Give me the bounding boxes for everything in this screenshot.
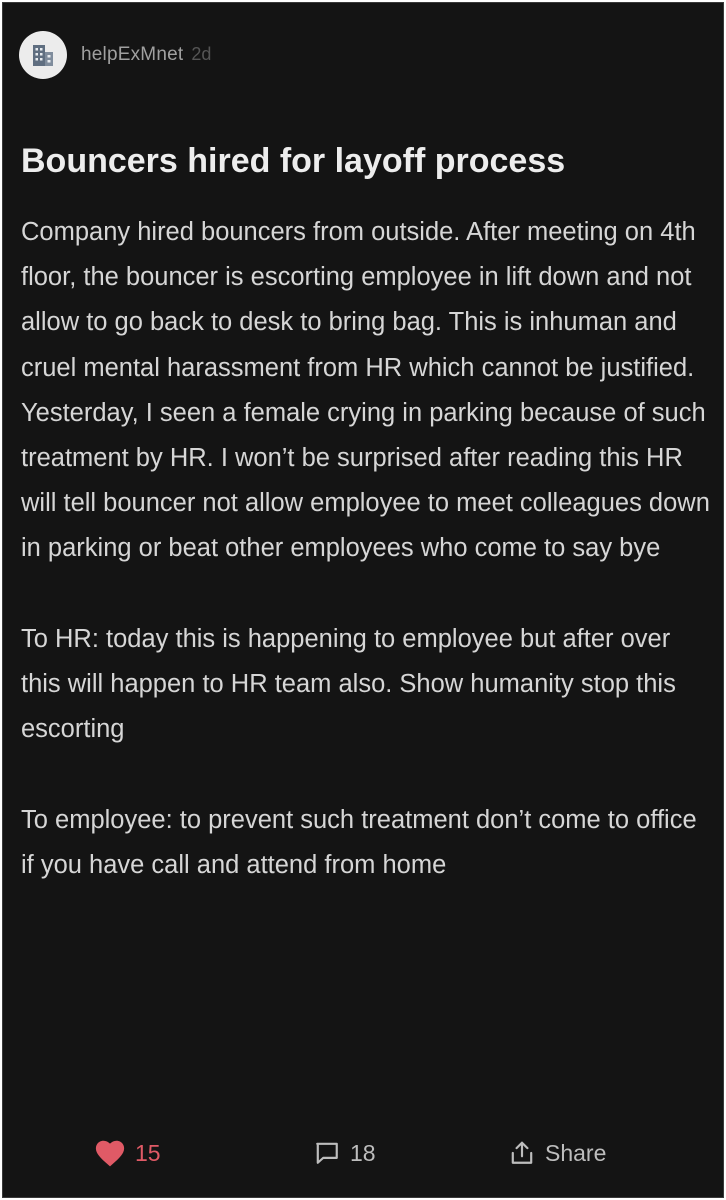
share-icon <box>509 1140 535 1166</box>
post-header <box>19 31 211 79</box>
like-button[interactable] <box>95 1131 161 1175</box>
heart-icon <box>95 1140 125 1167</box>
post-body <box>21 210 711 933</box>
share-label: Share <box>545 1139 607 1166</box>
post-paragraph: To HR: today this is happening to employee but after over this will happen to HR team also. Show humanity stop this escorting <box>21 624 676 744</box>
comment-button[interactable] <box>314 1131 376 1175</box>
share-button[interactable] <box>509 1131 606 1175</box>
author-meta <box>81 44 211 66</box>
post-paragraph: Company hired bouncers from outside. After meeting on 4th floor, the bouncer is escorting employee in lift down and not allow to go back to desk to bring bag. This is inhuman and cruel mental harassment from HR which cannot be justified. Yesterday, I seen a female crying in parking because of such treatment by HR. I won’t be surprised after reading this HR will tell bouncer not allow employee to meet colleagues down in parking or beat other employees who come to say bye <box>21 218 710 563</box>
post-title: Bouncers hired for layoff process <box>21 142 566 180</box>
like-count: 15 <box>135 1139 161 1166</box>
comment-count: 18 <box>350 1139 376 1166</box>
post-actions-bar <box>3 1131 723 1175</box>
post-card <box>2 2 724 1198</box>
post-time: 2d <box>191 44 212 64</box>
comment-icon <box>314 1140 340 1166</box>
author-avatar[interactable] <box>19 31 67 79</box>
office-building-icon <box>31 42 55 68</box>
post-paragraph: To employee: to prevent such treatment don’t come to office if you have call and attend from home <box>21 805 697 879</box>
author-name[interactable]: helpExMnet <box>81 44 184 65</box>
